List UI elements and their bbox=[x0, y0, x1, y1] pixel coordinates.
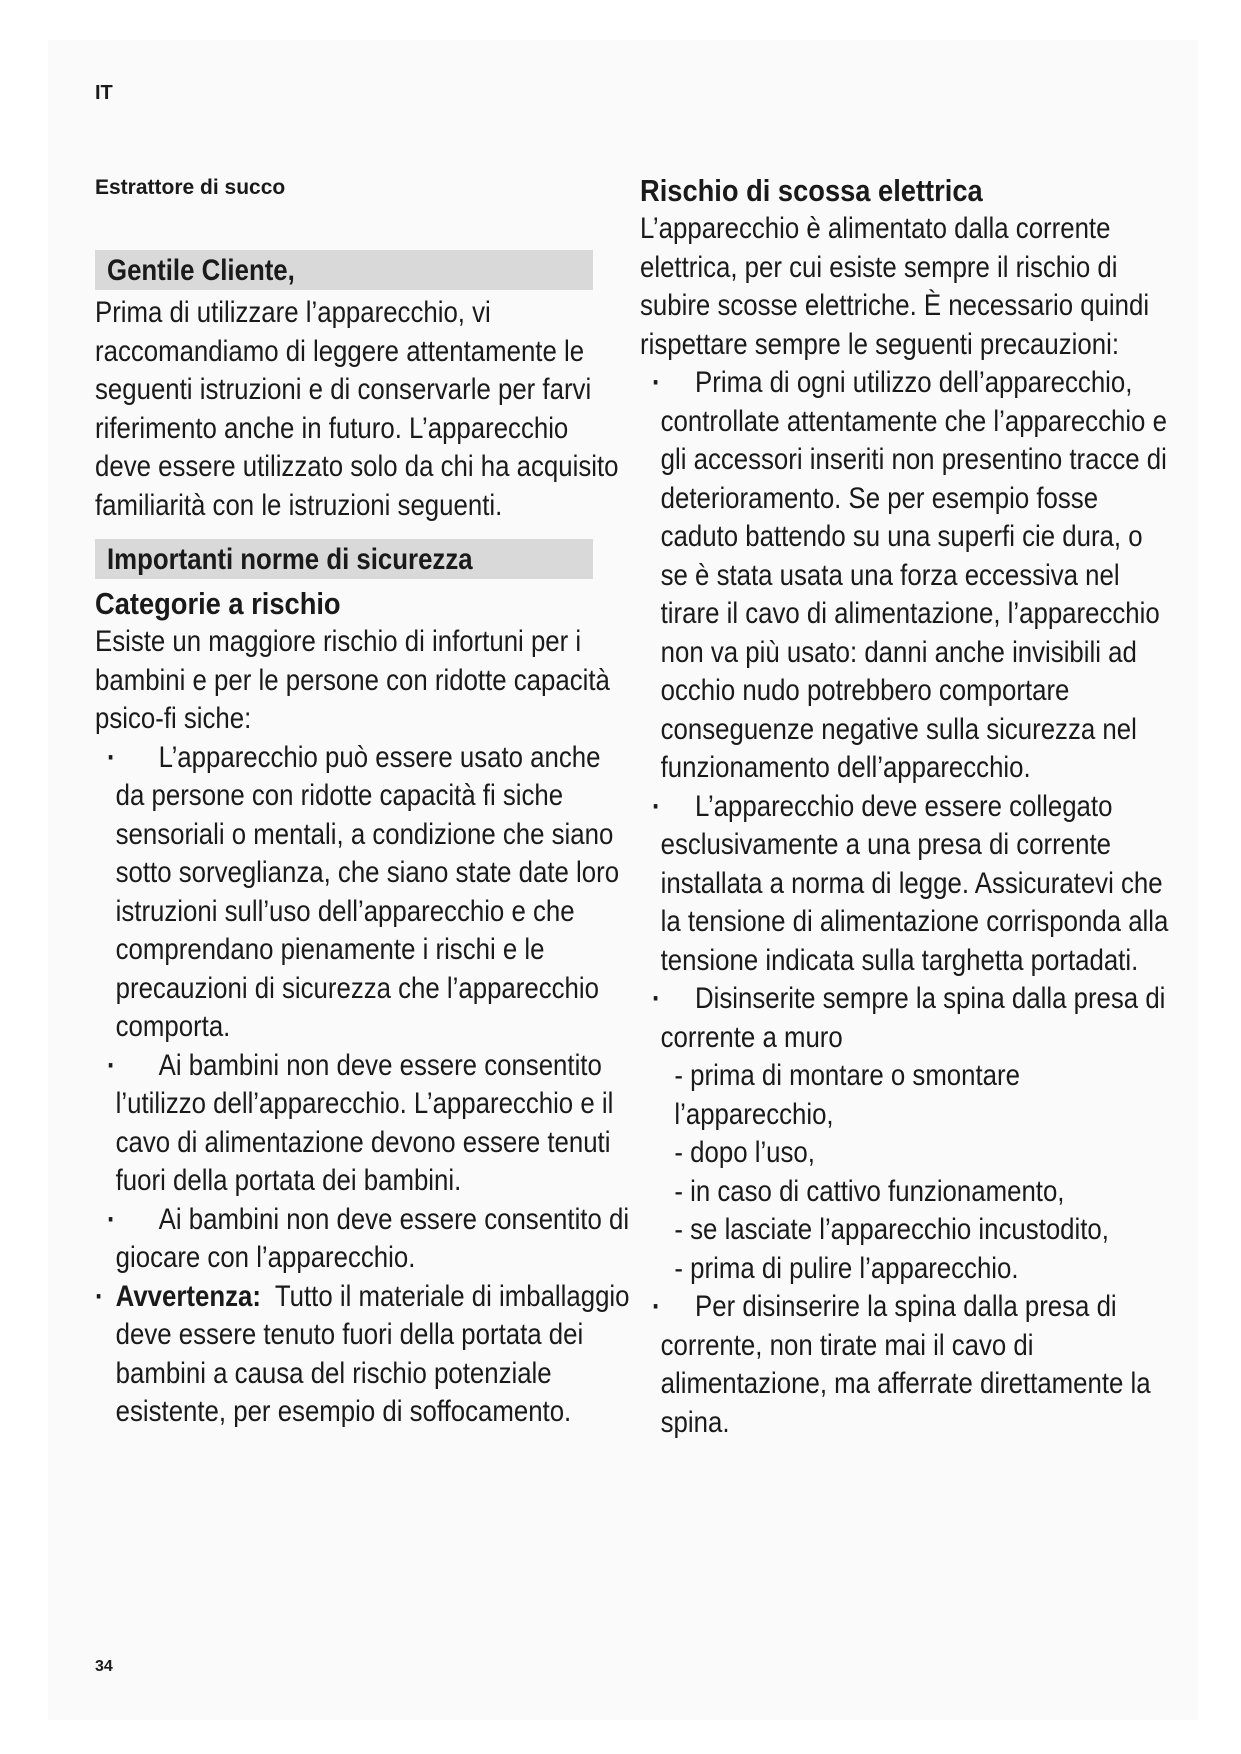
list-item: · Prima di ogni utilizzo dell’apparecchio, controllate attentamente che l’apparecchio e gli accessori inseriti non presentino tracce di deterioramento. Se per esempio fosse caduto battendo su una superfi cie dura, o se è stata usata una forza eccessiva nel tirare il cavo di alimentazione, l’apparecchio non va più usato: danni anche invisibili ad occhio nudo potrebbero comportare conseguenze negative sulla sicurezza nel funzionamento dell’apparecchio. bbox=[652, 366, 1167, 784]
bullet-dot: · bbox=[107, 740, 116, 774]
risk-intro: Esiste un maggiore rischio di infortuni per i bambini e per le persone con ridotte capacità psico-fi siche: bbox=[95, 625, 610, 735]
page-number: 34 bbox=[95, 1658, 113, 1675]
list-item: · Disinserite sempre la spina dalla presa di corrente a muro bbox=[652, 982, 1166, 1054]
warning-label: Avvertenza: bbox=[115, 1279, 261, 1313]
dash-item: - prima di montare o smontare l’apparecchio, bbox=[674, 1059, 1020, 1131]
dash-item: - dopo l’uso, bbox=[674, 1136, 815, 1169]
list-item: · L’apparecchio deve essere collegato esclusivamente a una presa di corrente installata a norma di legge. Assicuratevi che la tensione di alimentazione corrisponda alla tensione indicata sulla targhetta portadati. bbox=[652, 789, 1169, 977]
bullet-dot: · bbox=[652, 982, 661, 1015]
dash-item: - prima di pulire l’apparecchio. bbox=[674, 1251, 1019, 1285]
language-code: IT bbox=[95, 82, 113, 104]
bullet-dot: · bbox=[652, 789, 661, 823]
right-column bbox=[640, 172, 1185, 1442]
bullet-dot: · bbox=[652, 1290, 661, 1323]
product-subtitle: Estrattore di succo bbox=[95, 176, 286, 199]
bullet-dot: · bbox=[652, 366, 661, 399]
warning-text: Tutto il materiale di imballaggio deve essere tenuto fuori della portata dei bambini a causa del rischio potenziale esistente, per esempio di soffocamento. bbox=[115, 1279, 630, 1428]
bullet-dot: · bbox=[107, 1048, 116, 1082]
shock-title: Rischio di scossa elettrica bbox=[640, 173, 983, 208]
risk-bullet-list bbox=[95, 739, 630, 1432]
bullet-dot: · bbox=[95, 1279, 104, 1313]
intro-paragraph: Prima di utilizzare l’apparecchio, vi raccomandiamo di leggere attentamente le seguenti istruzioni e di conservarle per farvi riferimento anche in futuro. L’apparecchio deve essere utilizzato solo da chi ha acquisito familiarità con le istruzioni seguenti. bbox=[95, 296, 619, 522]
shock-bullet-list bbox=[640, 364, 1173, 1442]
list-item: · Ai bambini non deve essere consentito di giocare con l’apparecchio. bbox=[107, 1202, 630, 1274]
warning-item bbox=[95, 1278, 630, 1432]
shock-intro: L’apparecchio è alimentato dalla corrente elettrica, per cui esiste sempre il rischio di subire scosse elettriche. È necessario quindi rispettare sempre le seguenti precauzioni: bbox=[640, 212, 1150, 361]
dash-list bbox=[640, 1057, 1173, 1288]
bullet-dot: · bbox=[107, 1202, 116, 1236]
greeting-heading: Gentile Cliente, bbox=[95, 250, 593, 290]
dash-item: - in caso di cattivo funzionamento, bbox=[674, 1174, 1065, 1208]
dash-item: - se lasciate l’apparecchio incustodito, bbox=[674, 1213, 1109, 1246]
safety-heading: Importanti norme di sicurezza bbox=[95, 539, 593, 579]
list-item: · L’apparecchio può essere usato anche da persone con ridotte capacità fi siche sensoriali o mentali, a condizione che siano sotto sorveglianza, che siano state date loro istruzioni sull’uso dell’apparecchio e che comprendano pienamente i rischi e le precauzioni di sicurezza che l’apparecchio comporta. bbox=[107, 740, 620, 1043]
list-item: · Per disinserire la spina dalla presa di corrente, non tirate mai il cavo di alimentazione, ma afferrate direttamente la spina. bbox=[652, 1290, 1151, 1439]
left-column bbox=[95, 250, 630, 1432]
list-item: · Ai bambini non deve essere consentito l’utilizzo dell’apparecchio. L’apparecchio e il cavo di alimentazione devono essere tenuti fuori della portata dei bambini. bbox=[107, 1048, 614, 1197]
risk-category-title: Categorie a rischio bbox=[95, 586, 341, 621]
